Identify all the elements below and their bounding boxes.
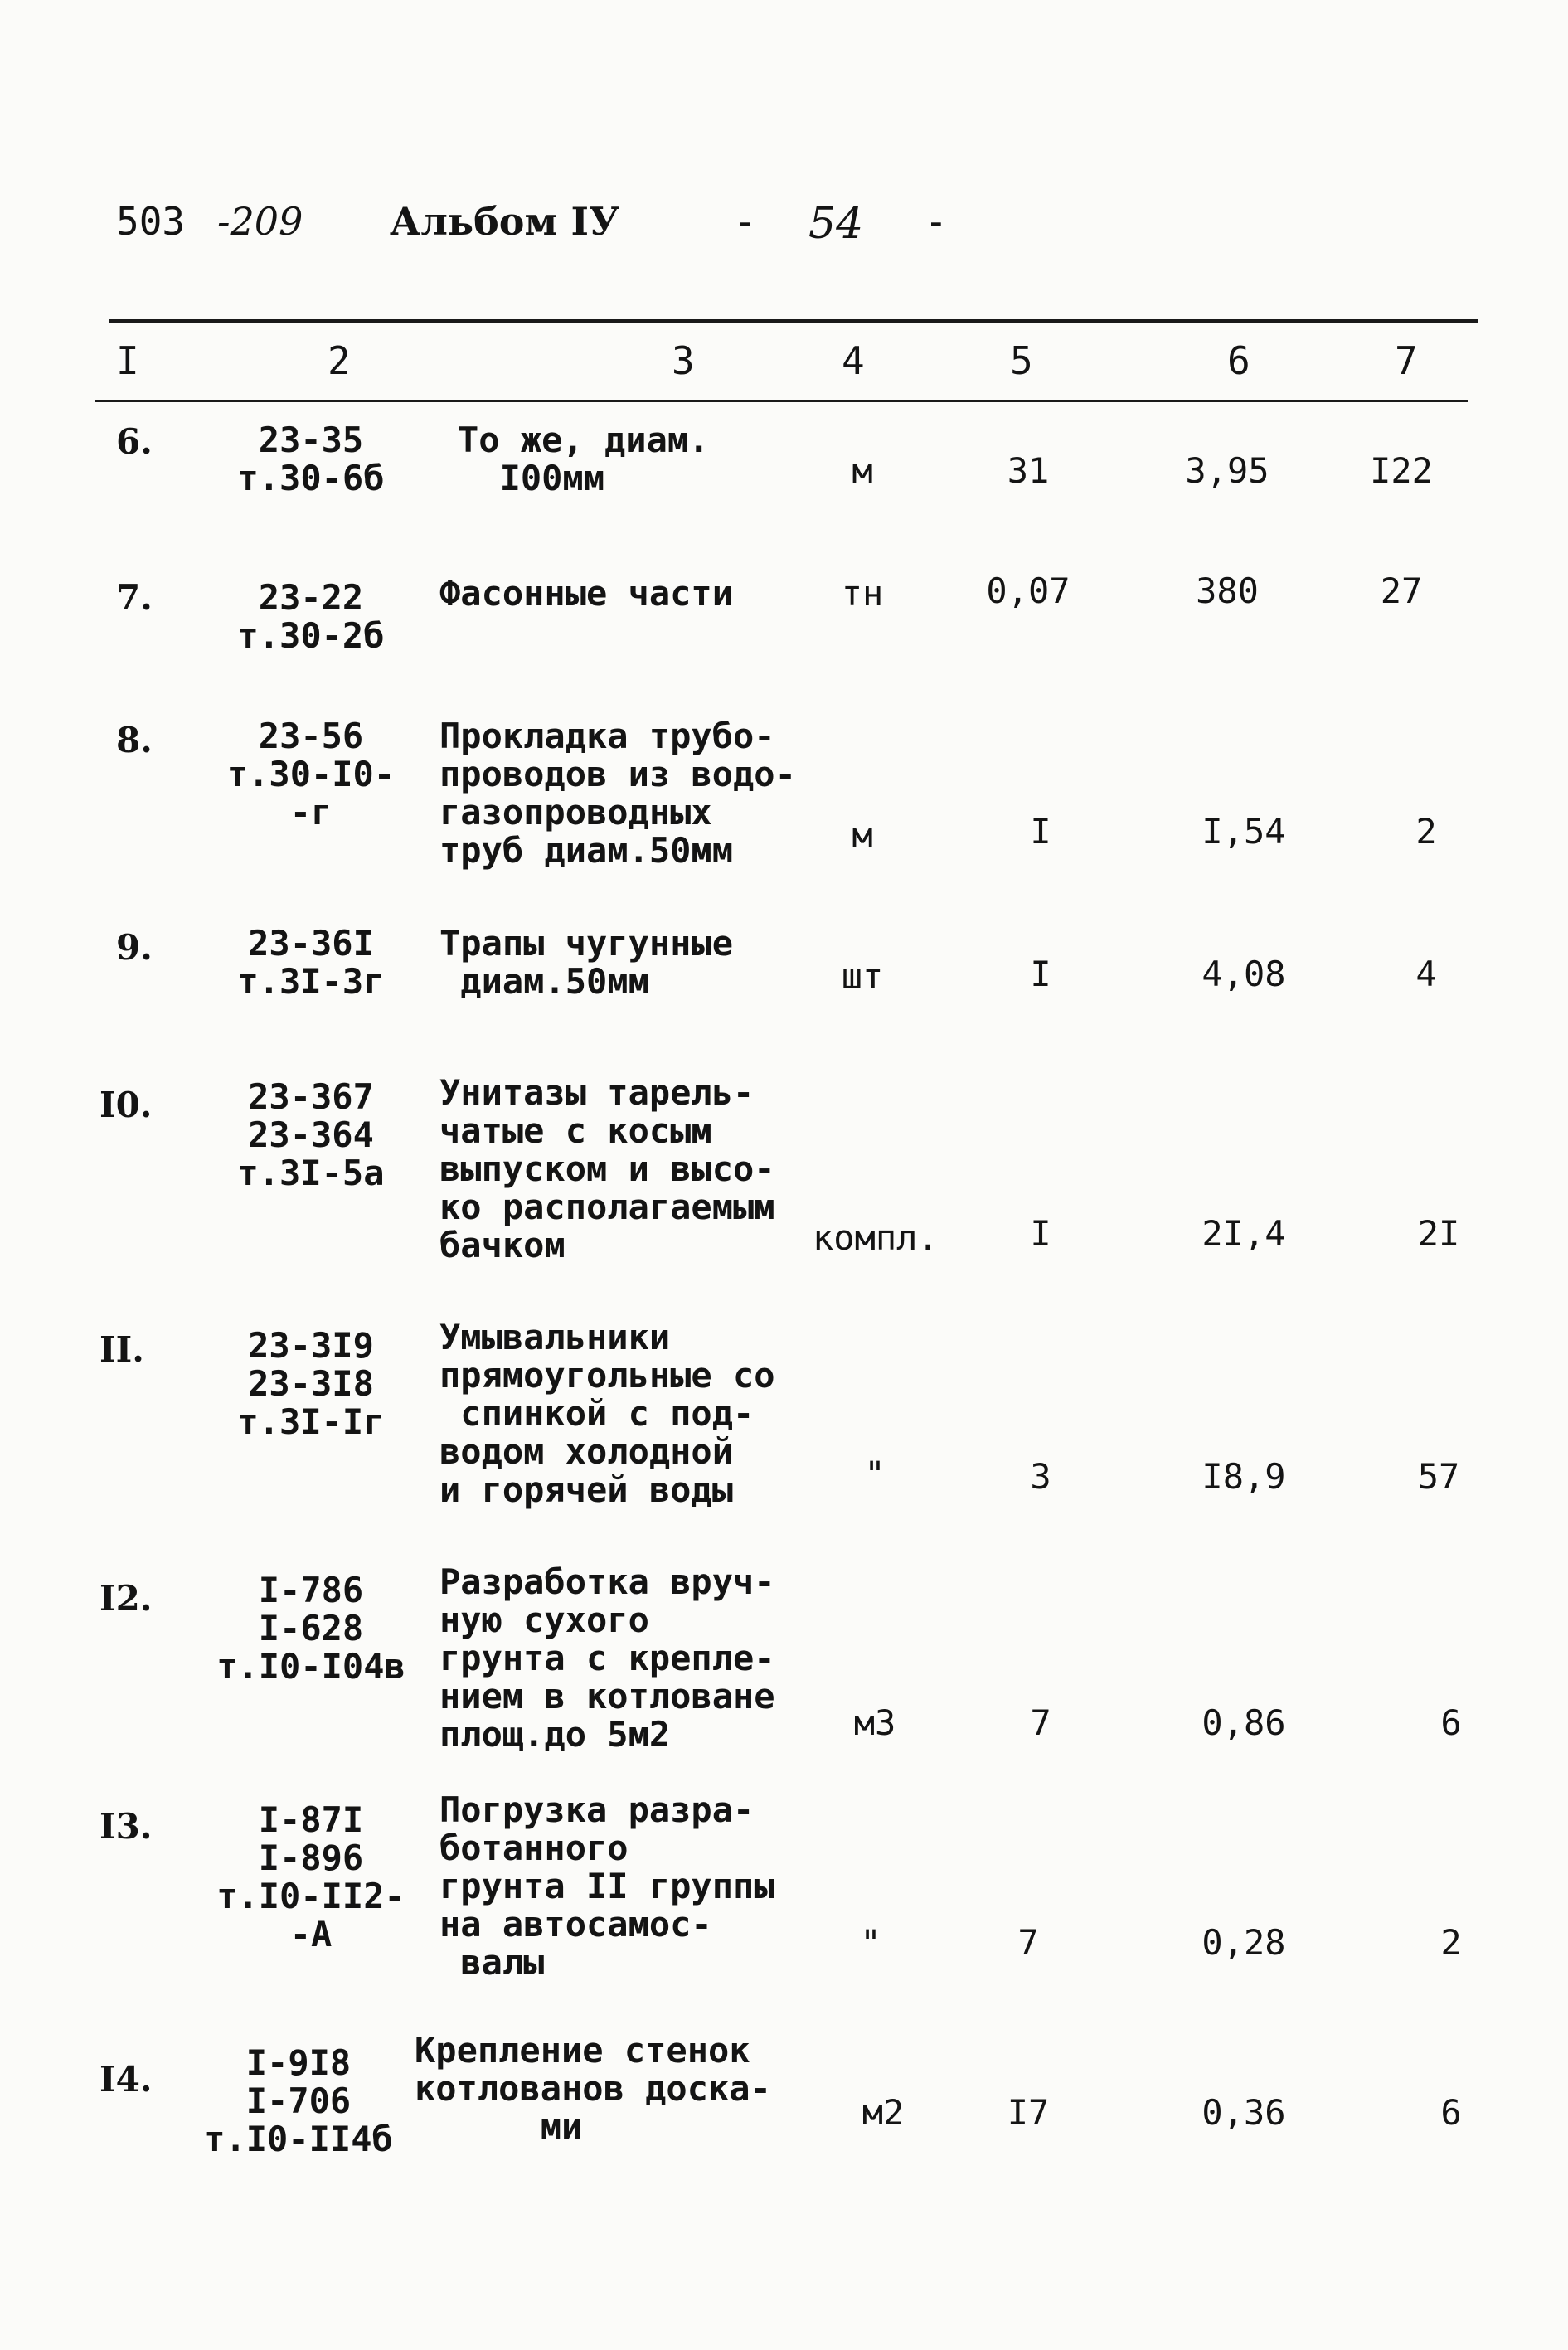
row-unit-price: 4,08	[1201, 954, 1286, 994]
row-unit: тн	[841, 573, 884, 614]
column-header-2: 2	[328, 338, 351, 383]
row-total: 2	[1415, 811, 1437, 852]
row-total: 2I	[1417, 1213, 1460, 1254]
row-description: Прокладка трубо- проводов из водо- газопроводных труб диам.50мм	[439, 716, 796, 871]
row-number: I4.	[100, 2059, 153, 2100]
header-dash-left: -	[734, 199, 757, 244]
row-total: 2	[1440, 1922, 1462, 1963]
row-description: Унитазы тарель- чатые с косым выпуском и высо- ко располагаемым бачком	[439, 1072, 775, 1265]
row-quantity: I	[1030, 1213, 1051, 1254]
column-header-7: 7	[1395, 338, 1418, 383]
row-quantity: I	[1030, 811, 1051, 852]
row-total: 4	[1415, 954, 1437, 994]
album-label: Альбом IУ	[390, 199, 620, 244]
row-quantity: 7	[1030, 1702, 1051, 1743]
row-unit-price: 0,28	[1201, 1922, 1286, 1963]
column-header-6: 6	[1227, 338, 1250, 383]
document-number: -209	[217, 199, 303, 244]
row-quantity: I	[1030, 954, 1051, 994]
row-total: 57	[1417, 1456, 1460, 1497]
column-header-1: I	[116, 338, 139, 383]
row-total: 27	[1380, 571, 1423, 611]
row-unit-price: I8,9	[1201, 1456, 1286, 1497]
row-reference: 23-367 23-364 т.3I-5а	[237, 1076, 385, 1193]
row-number: II.	[100, 1329, 144, 1370]
row-unit: компл.	[813, 1217, 939, 1258]
table-header-rule	[95, 400, 1468, 402]
row-unit-price: 0,86	[1201, 1702, 1286, 1743]
row-total: 6	[1440, 1702, 1462, 1743]
row-quantity: 7	[1017, 1922, 1039, 1963]
row-reference: 23-35 т.30-6б	[237, 420, 385, 498]
header-dash-right: -	[925, 199, 948, 244]
row-description: Фасонные части	[439, 573, 734, 614]
row-quantity: 3	[1030, 1456, 1051, 1497]
row-unit-price: 0,36	[1201, 2092, 1286, 2133]
row-unit-price: I,54	[1201, 811, 1286, 852]
row-description: Трапы чугунные диам.50мм	[439, 923, 734, 1002]
row-number: 8.	[116, 720, 153, 760]
column-header-4: 4	[842, 338, 865, 383]
table-top-rule	[109, 319, 1478, 323]
column-header-3: 3	[672, 338, 695, 383]
row-unit: "	[860, 1922, 881, 1963]
row-number: 7.	[116, 577, 153, 618]
row-unit: м2	[862, 2092, 905, 2133]
row-reference: I-786 I-628 т.I0-I04в	[216, 1570, 405, 1687]
row-description: То же, диам. I00мм	[458, 420, 710, 498]
row-unit: м3	[853, 1702, 896, 1743]
row-number: 6.	[116, 421, 153, 462]
row-total: 6	[1440, 2092, 1462, 2133]
row-number: 9.	[116, 927, 153, 968]
column-header-5: 5	[1010, 338, 1033, 383]
row-reference: 23-56 т.30-I0- -г	[226, 716, 396, 833]
row-unit-price: 3,95	[1185, 450, 1269, 491]
row-description: Умывальники прямоугольные со спинкой с под- водом холодной и горячей воды	[439, 1317, 775, 1510]
row-number: I2.	[100, 1578, 153, 1619]
row-number: I0.	[100, 1085, 153, 1125]
document-code: 503	[116, 199, 186, 244]
row-quantity: 31	[1007, 450, 1050, 491]
row-unit: "	[864, 1454, 886, 1494]
page-number: 54	[808, 199, 864, 249]
row-reference: 23-3I9 23-3I8 т.3I-Iг	[237, 1325, 385, 1442]
row-description: Крепление стенок котлованов доска- ми	[415, 2030, 771, 2147]
row-quantity: 0,07	[986, 571, 1070, 611]
row-reference: I-9I8 I-706 т.I0-II4б	[204, 2042, 393, 2159]
row-total: I22	[1370, 450, 1433, 491]
row-unit-price: 380	[1196, 571, 1259, 611]
row-unit-price: 2I,4	[1201, 1213, 1286, 1254]
row-description: Разработка вруч- ную сухого грунта с крепле- нием в котловане площ.до 5м2	[439, 1561, 775, 1755]
row-reference: 23-22 т.30-2б	[237, 577, 385, 656]
row-quantity: I7	[1007, 2092, 1050, 2133]
row-number: I3.	[100, 1806, 153, 1847]
row-unit: шт	[841, 956, 884, 997]
row-reference: I-87I I-896 т.I0-II2- -А	[216, 1799, 405, 1954]
row-reference: 23-36I т.3I-3г	[237, 923, 385, 1002]
row-unit: м	[852, 815, 873, 856]
row-description: Погрузка разра- ботанного грунта II группы на автосамос- валы	[439, 1789, 775, 1983]
row-unit: м	[852, 450, 873, 491]
